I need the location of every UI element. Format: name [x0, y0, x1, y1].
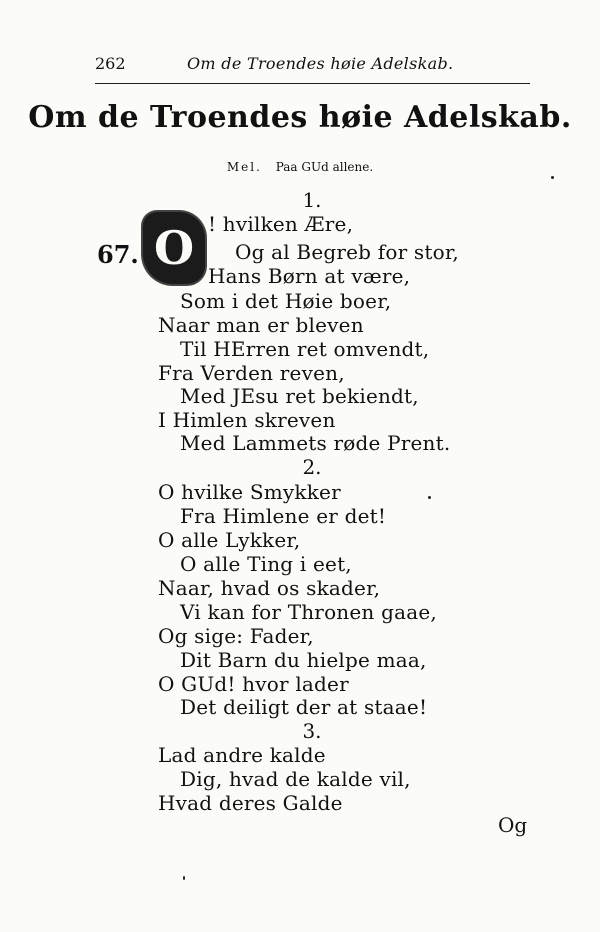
page-number: 262 [95, 54, 126, 73]
ink-speck [183, 876, 185, 880]
verse-line: Lad andre kalde [158, 743, 326, 767]
verse-line: Hans Børn at være, [208, 264, 411, 288]
verse-line: Og sige: Fader, [158, 624, 314, 648]
verse-line: O alle Ting i eet, [180, 552, 352, 576]
ink-speck [428, 496, 431, 499]
verse-line: ! hvilken Ære, [208, 212, 354, 236]
running-title: Om de Troendes høie Adelskab. [187, 54, 454, 73]
hymn-title: Om de Troendes høie Adelskab. [28, 100, 572, 135]
verse-line: Naar man er bleven [158, 313, 364, 337]
verse-line: Og al Begreb for stor, [235, 240, 459, 264]
verse-number: 1. [302, 188, 322, 212]
verse-line: Fra Himlene er det! [180, 504, 387, 528]
decorated-initial: O [143, 212, 205, 284]
verse-line: Dit Barn du hielpe maa, [180, 648, 427, 672]
hymn-number: 67. [97, 240, 139, 269]
melody-name: Paa GUd allene. [275, 160, 374, 174]
verse-line: Det deiligt der at staae! [180, 695, 428, 719]
verse-line: Dig, hvad de kalde vil, [180, 767, 411, 791]
verse-line: O hvilke Smykker [158, 480, 341, 504]
verse-line: Naar, hvad os skader, [158, 576, 381, 600]
header-rule [95, 83, 530, 84]
ink-speck [551, 176, 554, 179]
verse-line: Fra Verden reven, [158, 361, 345, 385]
catchword: Og [498, 813, 528, 837]
verse-line: Som i det Høie boer, [180, 289, 392, 313]
verse-line: O GUd! hvor lader [158, 672, 349, 696]
running-head [95, 54, 530, 80]
melody-line [0, 160, 600, 174]
verse-line: Vi kan for Thronen gaae, [180, 600, 437, 624]
verse-line: Hvad deres Galde [158, 791, 343, 815]
verse-number: 2. [302, 455, 322, 479]
verse-number: 3. [302, 719, 322, 743]
melody-label: Mel. [226, 160, 262, 174]
verse-line: Til HErren ret omvendt, [180, 337, 430, 361]
verse-line: Med JEsu ret bekiendt, [180, 384, 419, 408]
verse-line: O alle Lykker, [158, 528, 301, 552]
verse-line: Med Lammets røde Prent. [180, 431, 451, 455]
verse-line: I Himlen skreven [158, 408, 336, 432]
